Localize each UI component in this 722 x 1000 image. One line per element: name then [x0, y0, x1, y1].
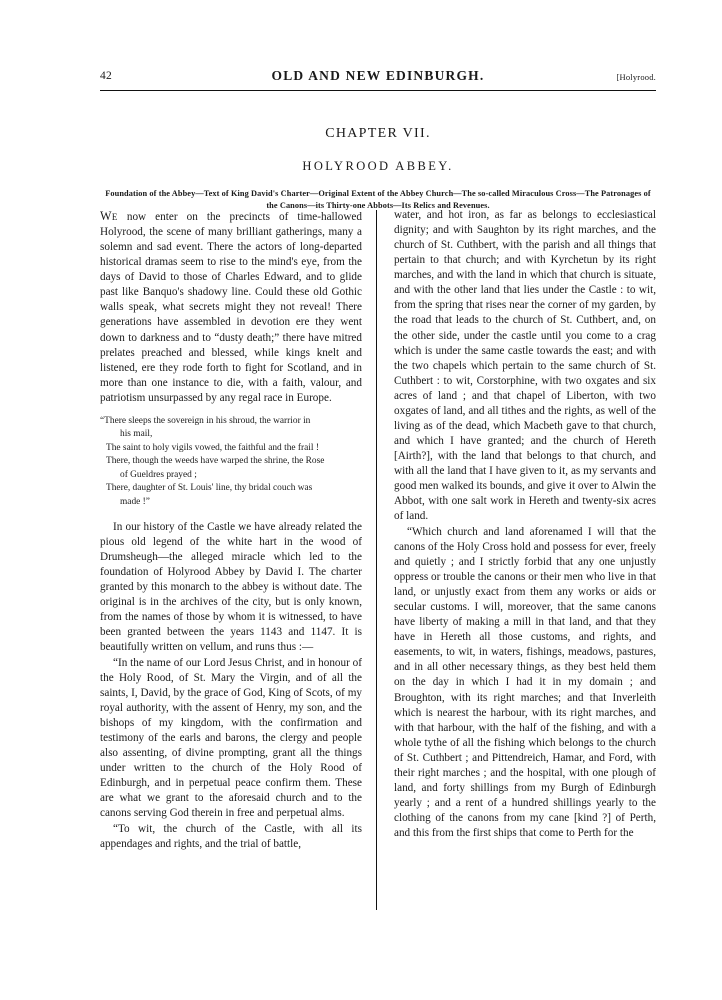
- verse-line: made !”: [120, 497, 150, 507]
- left-column: [100, 208, 362, 852]
- running-head: [100, 68, 656, 90]
- verse-line: There, though the weeds have warped the shrine, the Rose: [106, 456, 325, 467]
- drop-initial: We: [100, 209, 118, 223]
- paragraph: “Which church and land aforenamed I will that the canons of the Holy Cross hold and possess for ever, freely and quietly ; and I strictly forbid that any one unjustly oppress or trouble the canons or their men who live in that land, or unjustly exact from them any works or aids or secular customs. I will, moreover, that the same canons have liberty of making a mill in that land, and that they have in Hereth all those customs, and rights, and easements, to wit, in waters, fishings, meadows, pastures, and in all other necessary things, as they best held them on the day in which I had it in my domain ; and Broughton, with its right marches; and that Inverleith which is nearest the harbour, with its right marches, and with that harbour, with the half of the fishing, and with a whole tythe of all the fishing which belongs to the church of St. Cuthbert ; and Pittendreich, Hamar, and Ford, with their right marches ; and the hospital, with one plough of land, and forty shillings from my Burgh of Edinburgh yearly ; and a rent of a hundred shillings yearly to the clothing of the canons from my cane [kind ?] of Perth, and this from the first ships that come to Perth for the: [394, 525, 656, 840]
- verse-line: There, daughter of St. Louis' line, thy bridal couch was: [106, 483, 313, 494]
- verse-line: his mail,: [120, 429, 153, 440]
- paragraph: “In the name of our Lord Jesus Christ, and in honour of the Holy Rood, of St. Mary the Virgin, and of all the saints, I, David, by the grace of God, King of Scots, of my royal authority, with the assent of Henry, my son, and the bishops of my kingdom, with the confirmation and testimony of the earls and barons, the clergy and people also assenting, of divine prompting, grant all the things under written to the church of the Holy Rood of Edinburgh, and in perpetual peace confirm them. These are what we grant to the aforesaid church and to the canons serving God therein in free and perpetual alms.: [100, 656, 362, 820]
- running-head-note: [Holyrood.: [616, 72, 656, 82]
- paragraph: [100, 208, 362, 406]
- chapter-title: HOLYROOD ABBEY.: [302, 159, 454, 173]
- verse-line: The saint to holy vigils vowed, the faithful and the frail !: [106, 442, 319, 453]
- paragraph-text: now enter on the precincts of time-hallowed Holyrood, the scene of many brilliant gatherings, many a solemn and sad event. There the actors of long-departed historical dramas seem to rise to the mind's eye, from the days of David to those of Charles Edward, and to glide past like Banquo's shadowy line. Could these old Gothic walls speak, what secrets might they not reveal! There generations have assembled in devotion ere they went down to darkness and to “dusty death;” there have mitred prelates preached and blessed, while kings knelt and listened, ere they rode forth to fight for Scotland, and in more than one instance to die, with a faith, valour, and patriotism unsurpassed by any regal race in Europe.: [100, 211, 362, 404]
- paragraph: In our history of the Castle we have already related the pious old legend of the white hart in the wood of Drumsheugh—the alleged miracle which led to the foundation of Holyrood Abbey by David I. The charter granted by this monarch to the abbey is without date. The original is in the archives of the city, but is only known, from the names of those by whom it is witnessed, to have been granted between the years 1143 and 1147. It is beautifully written on vellum, and runs thus :—: [100, 520, 362, 654]
- header-rule: [100, 90, 656, 91]
- page-folio: 42: [100, 70, 113, 82]
- chapter-summary: Foundation of the Abbey—Text of King David's Charter—Original Extent of the Abbey Church—The so-called Miraculous Cross—The Patronages of the Canons—its Thirty-one Abbots—Its Relics and Revenues.: [105, 189, 651, 211]
- book-title: OLD AND NEW EDINBURGH.: [271, 68, 485, 83]
- verse-quote: [100, 415, 362, 510]
- paragraph: “To wit, the church of the Castle, with all its appendages and rights, and the trial of battle,: [100, 822, 362, 850]
- column-divider: [376, 210, 377, 910]
- paragraph: water, and hot iron, as far as belongs to ecclesiastical dignity; and with Saughton by its right marches, and the church of St. Cuthbert, with the parish and all things that pertain to that church; and with Kyrchetun by its right marches, and with the land in which that church is situate, and with the other land that lies under the Castle : to wit, from the spring that rises near the corner of my garden, by the road that leads to the church of St. Cuthbert, and, on the other side, under the castle until you come to a crag which is under the same castle towards the east; and with the two chapels which pertain to the same church of St. Cuthbert : to wit, Corstorphine, with two oxgates and six acres of land ; and that chapel of Liberton, with two oxgates of land, and all tithes and the rights, as well of the living as of the dead, which Macbeth gave to that church, and which I have granted; and the church of Hereth [Airth?], with the land that belongs to that church, and with all the land that I have given to it, as my servants and good men walked its bounds, and give it over to Alwin the Abbot, with one salt work in Hereth and twenty-six acres of land.: [394, 209, 656, 523]
- right-column: [394, 208, 656, 841]
- chapter-number: CHAPTER VII.: [325, 126, 431, 141]
- chapter-heading: [100, 126, 656, 213]
- verse-line: “There sleeps the sovereign in his shroud, the warrior in: [100, 415, 311, 426]
- verse-line: of Gueldres prayed ;: [120, 469, 197, 480]
